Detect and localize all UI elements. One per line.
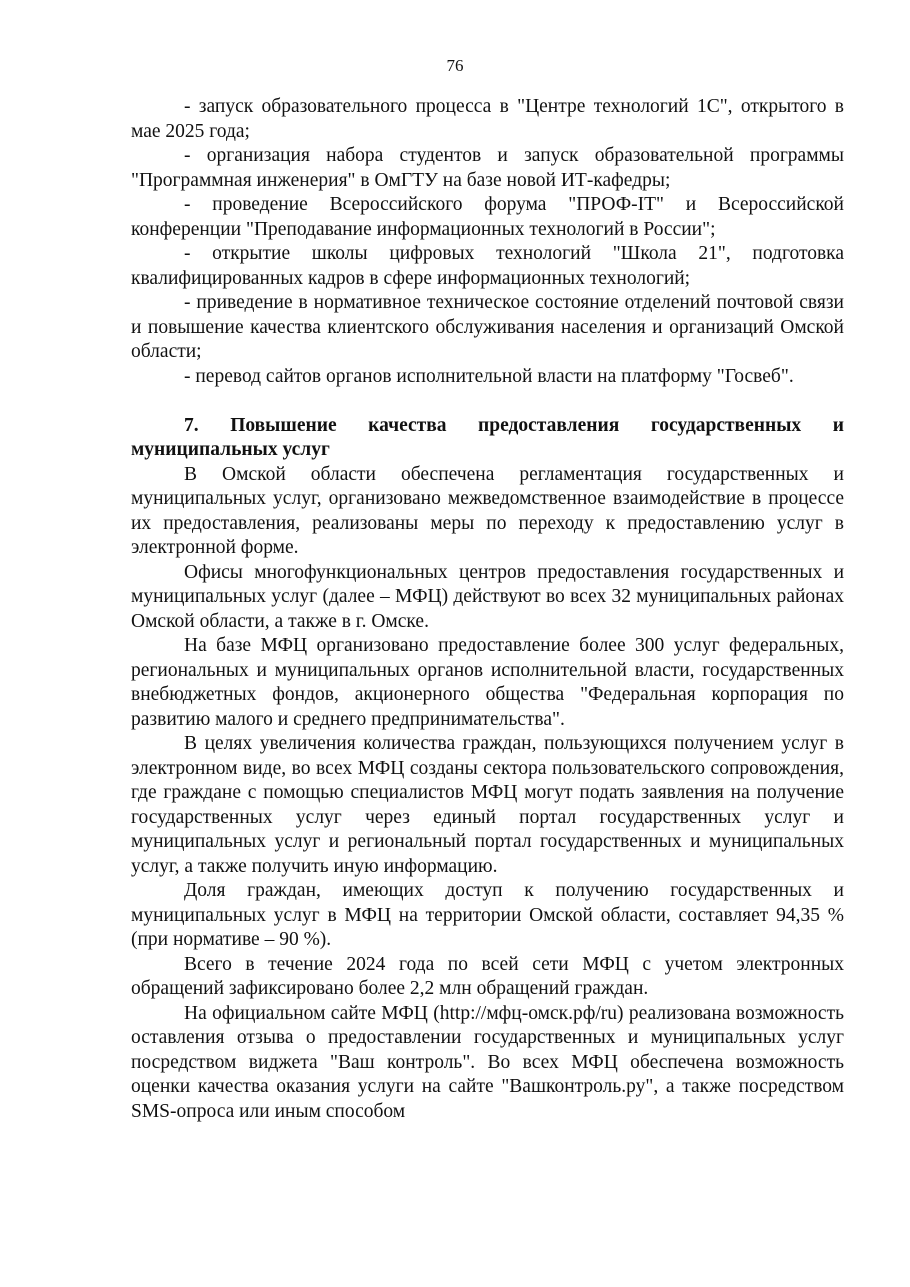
paragraph: Доля граждан, имеющих доступ к получению государственных и муниципальных услуг в МФЦ на территории Омской области, составляет 94,35 % (при нормативе – 90 %). <box>131 880 844 950</box>
list-item: - приведение в нормативное техническое состояние отделений почтовой связи и повышение качества клиентского обслуживания населения и организаций Омской области; <box>131 292 844 362</box>
section-spacer <box>131 389 844 414</box>
paragraph: На официальном сайте МФЦ (http://мфц-омск.рф/ru) реализована возможность оставления отзыва о предоставлении государственных и муниципальных услуг посредством виджета "Ваш контроль". Во всех МФЦ обеспечена возможность оценки качества оказания услуги на сайте "Вашконтроль.ру", а также посредством SMS-опроса или иным способом <box>131 1002 844 1122</box>
paragraph: Всего в течение 2024 года по всей сети МФЦ с учетом электронных обращений зафиксировано более 2,2 млн обращений граждан. <box>131 953 844 999</box>
page-number: 76 <box>446 56 464 75</box>
list-item: - перевод сайтов органов исполнительной власти на платформу "Госвеб". <box>184 365 794 387</box>
list-item: - организация набора студентов и запуск образовательной программы "Программная инженерия" в ОмГТУ на базе новой ИТ-кафедры; <box>131 145 844 191</box>
page-content <box>131 95 844 1124</box>
list-item: - запуск образовательного процесса в "Центре технологий 1С", открытого в мае 2025 года; <box>131 96 844 142</box>
paragraph: В Омской области обеспечена регламентация государственных и муниципальных услуг, организовано межведомственное взаимодействие в процессе их предоставления, реализованы меры по переходу к предоставлению услуг в электронной форме. <box>131 463 844 558</box>
paragraph: В целях увеличения количества граждан, пользующихся получением услуг в электронном виде, во всех МФЦ созданы сектора пользовательского сопровождения, где граждане с помощью специалистов МФЦ могут подать заявления на получение государственных услуг через единый портал государственных услуг и муниципальных услуг и региональный портал государственных и муниципальных услуг, а также получить иную информацию. <box>131 733 844 877</box>
section-heading: 7. Повышение качества предоставления государственных и муниципальных услуг <box>131 414 844 460</box>
paragraph: На базе МФЦ организовано предоставление более 300 услуг федеральных, региональных и муниципальных органов исполнительной власти, государственных внебюджетных фондов, акционерного общества "Федеральная корпорация по развитию малого и среднего предпринимательства". <box>131 635 844 730</box>
list-item: - проведение Всероссийского форума "ПРОФ-IT" и Всероссийской конференции "Преподавание информационных технологий в России"; <box>131 194 844 240</box>
paragraph: Офисы многофункциональных центров предоставления государственных и муниципальных услуг (далее – МФЦ) действуют во всех 32 муниципальных районах Омской области, а также в г. Омске. <box>131 561 844 632</box>
list-item: - открытие школы цифровых технологий "Школа 21", подготовка квалифицированных кадров в сфере информационных технологий; <box>131 243 844 289</box>
